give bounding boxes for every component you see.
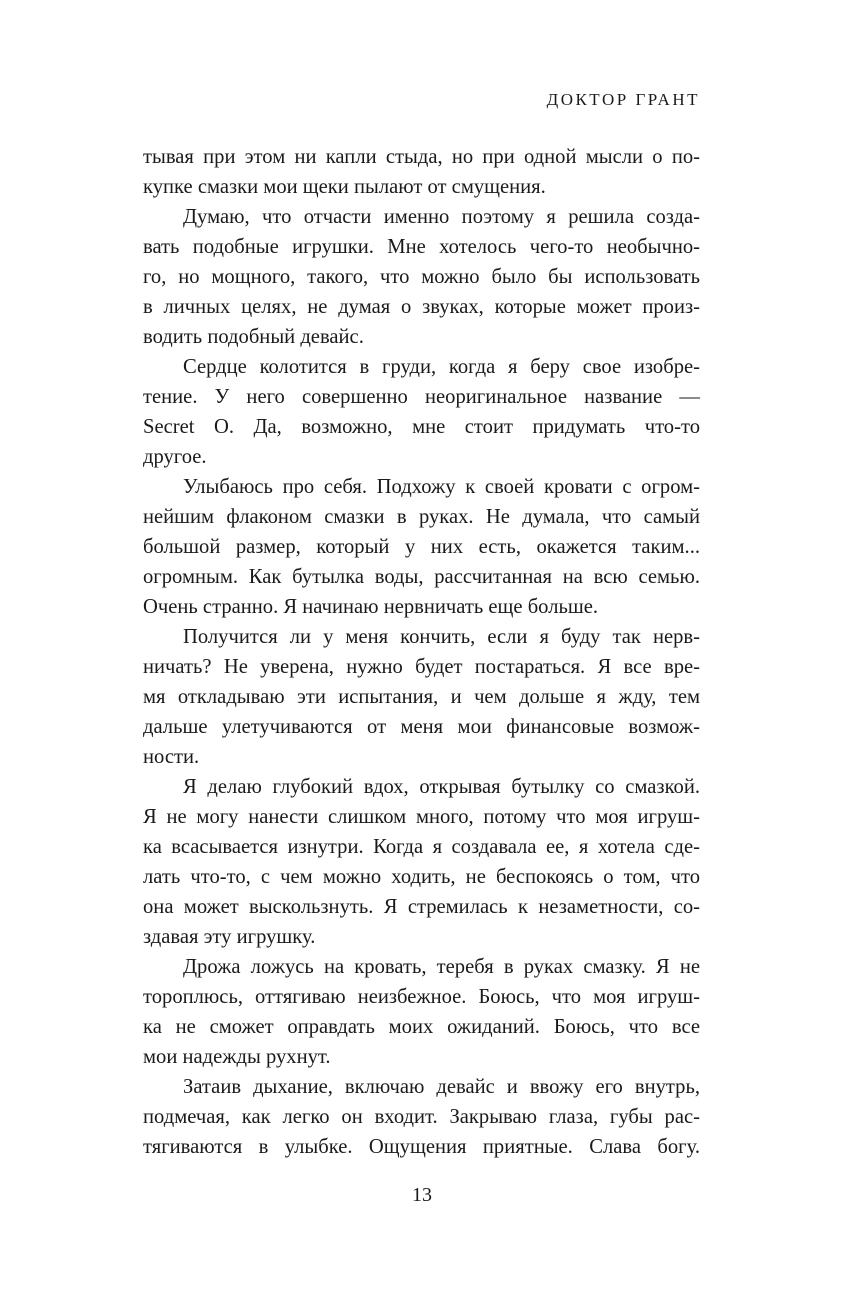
text-line: Думаю, что отчасти именно поэтому я решила созда- — [183, 206, 700, 228]
text-line: водить подобный девайс. — [143, 326, 364, 348]
text-line: ности. — [143, 746, 200, 768]
text-line: вать подобные игрушки. Мне хотелось чего-то необычно- — [143, 236, 700, 258]
text-line: лать что-то, с чем можно ходить, не беспокоясь о том, что — [143, 866, 700, 888]
text-line: ка не сможет оправдать моих ожиданий. Боюсь, что все — [143, 1016, 700, 1038]
text-line: мя откладываю эти испытания, и чем дольше я жду, тем — [143, 686, 700, 708]
text-line: тороплюсь, оттягиваю неизбежное. Боюсь, что моя игруш- — [143, 986, 700, 1008]
text-line: Я не могу нанести слишком много, потому что моя игруш- — [143, 806, 700, 828]
text-line: купке смазки мои щеки пылают от смущения. — [143, 176, 546, 198]
text-line: Я делаю глубокий вдох, открывая бутылку со смазкой. — [183, 776, 700, 798]
text-line: мои надежды рухнут. — [143, 1046, 331, 1068]
text-line: большой размер, который у них есть, окажется таким... — [143, 536, 700, 558]
text-line: огромным. Как бутылка воды, рассчитанная на всю семью. — [143, 566, 700, 588]
page-number: 13 — [412, 1184, 432, 1206]
text-line: Сердце колотится в груди, когда я беру свое изобре- — [183, 356, 700, 378]
text-line: дальше улетучиваются от меня мои финансовые возмож- — [143, 716, 700, 738]
text-line: тение. У него совершенно неоригинальное название — — [143, 386, 700, 408]
running-header: ДОКТОР ГРАНТ — [546, 90, 700, 109]
text-line: нейшим флаконом смазки в руках. Не думала, что самый — [143, 506, 700, 528]
text-line: здавая эту игрушку. — [143, 926, 316, 948]
text-line: Улыбаюсь про себя. Подхожу к своей кровати с огром- — [183, 476, 700, 498]
text-line: тывая при этом ни капли стыда, но при одной мысли о по- — [143, 146, 700, 168]
text-line: Очень странно. Я начинаю нервничать еще больше. — [143, 596, 599, 618]
text-line: тягиваются в улыбке. Ощущения приятные. Слава богу. — [143, 1136, 700, 1158]
text-line: ничать? Не уверена, нужно будет постараться. Я все вре- — [143, 656, 700, 678]
text-line: она может выскользнуть. Я стремилась к незаметности, со- — [143, 896, 700, 918]
body-text — [143, 142, 700, 1162]
text-line: Получится ли у меня кончить, если я буду так нерв- — [183, 626, 700, 648]
text-line: Secret O. Да, возможно, мне стоит придумать что-то — [143, 416, 700, 438]
text-line: ка всасывается изнутри. Когда я создавала ее, я хотела сде- — [143, 836, 700, 858]
text-line: другое. — [143, 446, 207, 468]
text-line: Дрожа ложусь на кровать, теребя в руках смазку. Я не — [183, 956, 700, 978]
text-line: в личных целях, не думая о звуках, которые может произ- — [143, 296, 700, 318]
text-line: подмечая, как легко он входит. Закрываю глаза, губы рас- — [143, 1106, 700, 1128]
text-line: Затаив дыхание, включаю девайс и ввожу его внутрь, — [183, 1076, 700, 1098]
text-line: го, но мощного, такого, что можно было бы использовать — [143, 266, 700, 288]
